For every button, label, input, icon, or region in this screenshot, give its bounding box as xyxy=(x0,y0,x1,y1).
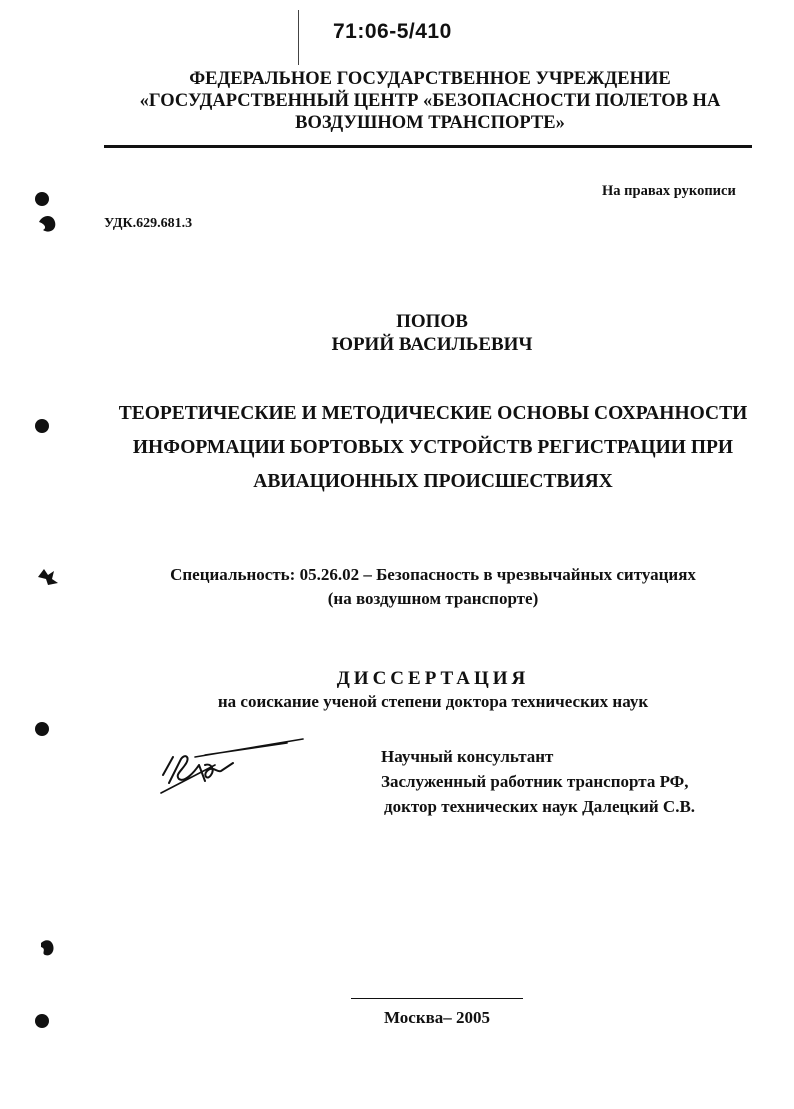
scan-artifact-line xyxy=(298,10,299,65)
rights-note: На правах рукописи xyxy=(602,183,736,199)
punch-hole-dot xyxy=(35,192,49,206)
title-line-2: ИНФОРМАЦИИ БОРТОВЫХ УСТРОЙСТВ РЕГИСТРАЦИИ ПРИ xyxy=(132,437,734,458)
author-surname: ПОПОВ xyxy=(396,311,468,332)
punch-hole-mark xyxy=(35,212,59,236)
udc-code: УДК.629.681.3 xyxy=(104,216,193,231)
advisor-title: Заслуженный работник транспорта РФ, xyxy=(381,772,689,791)
footer-divider xyxy=(351,998,523,999)
author-given-names: ЮРИЙ ВАСИЛЬЕВИЧ xyxy=(331,334,533,355)
institution-line-2: «ГОСУДАРСТВЕННЫЙ ЦЕНТР «БЕЗОПАСНОСТИ ПОЛЕТОВ НА xyxy=(139,91,721,111)
scientific-advisor xyxy=(381,744,695,819)
specialty-line-1: Специальность: 05.26.02 – Безопасность в чрезвычайных ситуациях xyxy=(170,565,696,584)
punch-hole-dot xyxy=(35,722,49,736)
specialty xyxy=(110,563,756,611)
institution-header xyxy=(100,68,760,134)
advisor-degree-name: доктор технических наук Далецкий С.В. xyxy=(384,797,696,816)
signature-graphic xyxy=(155,735,305,800)
title-line-1: ТЕОРЕТИЧЕСКИЕ И МЕТОДИЧЕСКИЕ ОСНОВЫ СОХРАННОСТИ xyxy=(118,403,748,424)
title-line-3: АВИАЦИОННЫХ ПРОИСШЕСТВИЯХ xyxy=(253,471,613,492)
specialty-line-2: (на воздушном транспорте) xyxy=(327,589,539,608)
punch-hole-mark xyxy=(35,937,59,961)
dissertation-subtitle: на соискание ученой степени доктора технических наук xyxy=(217,692,649,711)
punch-hole-mark xyxy=(36,565,60,589)
punch-hole-dot xyxy=(35,1014,49,1028)
institution-line-3: ВОЗДУШНОМ ТРАНСПОРТЕ» xyxy=(295,113,565,133)
advisor-role: Научный консультант xyxy=(381,747,554,766)
city-year: Москва– 2005 xyxy=(383,1008,491,1027)
institution-line-1: ФЕДЕРАЛЬНОЕ ГОСУДАРСТВЕННОЕ УЧРЕЖДЕНИЕ xyxy=(189,69,671,89)
archive-code: 71:06-5/410 xyxy=(333,20,452,43)
header-divider xyxy=(104,145,752,148)
dissertation-heading: ДИССЕРТАЦИЯ xyxy=(336,668,530,689)
author-name xyxy=(200,310,664,356)
punch-hole-dot xyxy=(35,419,49,433)
thesis-title xyxy=(110,397,756,499)
